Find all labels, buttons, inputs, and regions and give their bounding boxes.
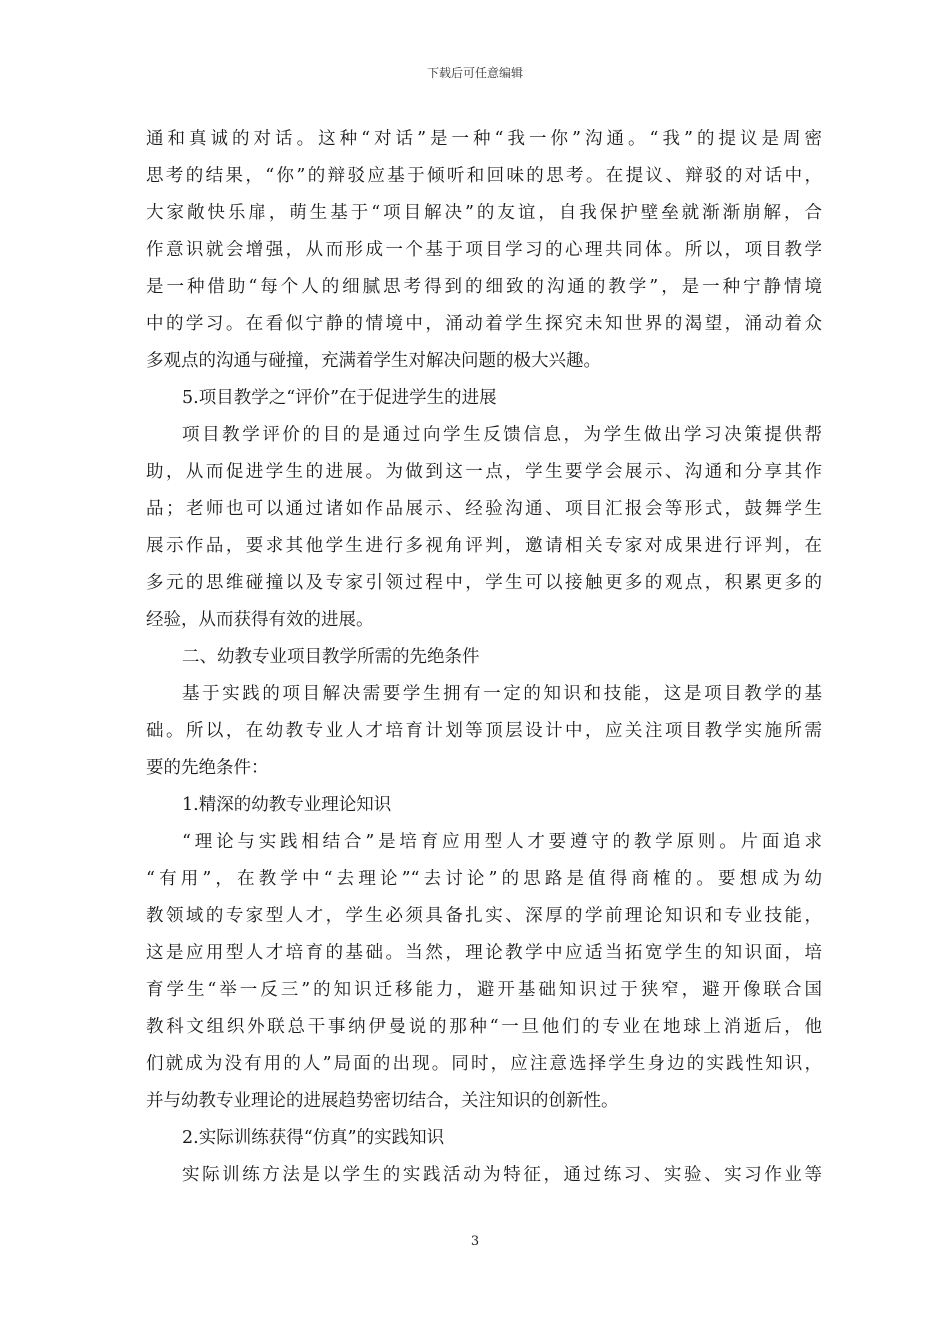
text-line: 中的学习。在看似宁静的情境中，涌动着学生探究未知世界的渴望，涌动着众: [146, 314, 822, 334]
text-line: 经验，从而获得有效的进展。: [146, 610, 374, 630]
text-line: 教领域的专家型人才，学生必须具备扎实、深厚的学前理论知识和专业技能，: [146, 906, 822, 926]
text-line: 5.项目教学之“评价”在于促进学生的进展: [182, 388, 497, 408]
text-line: 这是应用型人才培育的基础。当然，理论教学中应适当拓宽学生的知识面，培: [146, 943, 822, 963]
text-line: 要的先绝条件：: [146, 758, 269, 778]
text-line: 育学生“举一反三”的知识迁移能力，避开基础知识过于狭窄，避开像联合国: [146, 980, 822, 1000]
text-line: 并与幼教专业理论的进展趋势密切结合，关注知识的创新性。: [146, 1091, 619, 1111]
text-line: 基于实践的项目解决需要学生拥有一定的知识和技能，这是项目教学的基: [182, 684, 822, 704]
text-line: 品；老师也可以通过诸如作品展示、经验沟通、项目汇报会等形式，鼓舞学生: [146, 499, 822, 519]
text-line: 展示作品，要求其他学生进行多视角评判，邀请相关专家对成果进行评判，在: [146, 536, 822, 556]
text-line: 项目教学评价的目的是通过向学生反馈信息，为学生做出学习决策提供帮: [182, 425, 822, 445]
document-body: [146, 121, 822, 1194]
text-line: “理论与实践相结合”是培育应用型人才要遵守的教学原则。片面追求: [182, 832, 822, 852]
page-header: 下载后可任意编辑: [426, 66, 523, 80]
text-line: 作意识就会增强，从而形成一个基于项目学习的心理共同体。所以，项目教学: [146, 240, 822, 260]
text-line: 思考的结果，“你”的辩驳应基于倾听和回味的思考。在提议、辩驳的对话中，: [146, 166, 822, 186]
text-line: 多观点的沟通与碰撞，充满着学生对解决问题的极大兴趣。: [146, 351, 601, 371]
text-line: 实际训练方法是以学生的实践活动为特征，通过练习、实验、实习作业等: [182, 1165, 822, 1185]
text-line: 是一种借助“每个人的细腻思考得到的细致的沟通的教学”，是一种宁静情境: [146, 277, 822, 297]
text-line: 2.实际训练获得“仿真”的实践知识: [182, 1128, 445, 1148]
text-line: 础。所以，在幼教专业人才培育计划等顶层设计中，应关注项目教学实施所需: [146, 721, 822, 741]
text-line: 多元的思维碰撞以及专家引领过程中，学生可以接触更多的观点，积累更多的: [146, 573, 822, 593]
text-line: 大家敞快乐扉，萌生基于“项目解决”的友谊，自我保护壁垒就渐渐崩解，合: [146, 203, 822, 223]
text-line: 1.精深的幼教专业理论知识: [182, 795, 392, 815]
text-line: “有用”，在教学中“去理论”“去讨论”的思路是值得商榷的。要想成为幼: [146, 869, 822, 889]
text-line: 二、幼教专业项目教学所需的先绝条件: [182, 647, 480, 667]
page-number: 3: [470, 1234, 480, 1249]
text-line: 助，从而促进学生的进展。为做到这一点，学生要学会展示、沟通和分享其作: [146, 462, 822, 482]
text-line: 教科文组织外联总干事纳伊曼说的那种“一旦他们的专业在地球上消逝后，他: [146, 1017, 822, 1037]
text-line: 们就成为没有用的人”局面的出现。同时，应注意选择学生身边的实践性知识，: [146, 1054, 822, 1074]
text-line: 通和真诚的对话。这种“对话”是一种“我一你”沟通。“我”的提议是周密: [146, 129, 822, 149]
